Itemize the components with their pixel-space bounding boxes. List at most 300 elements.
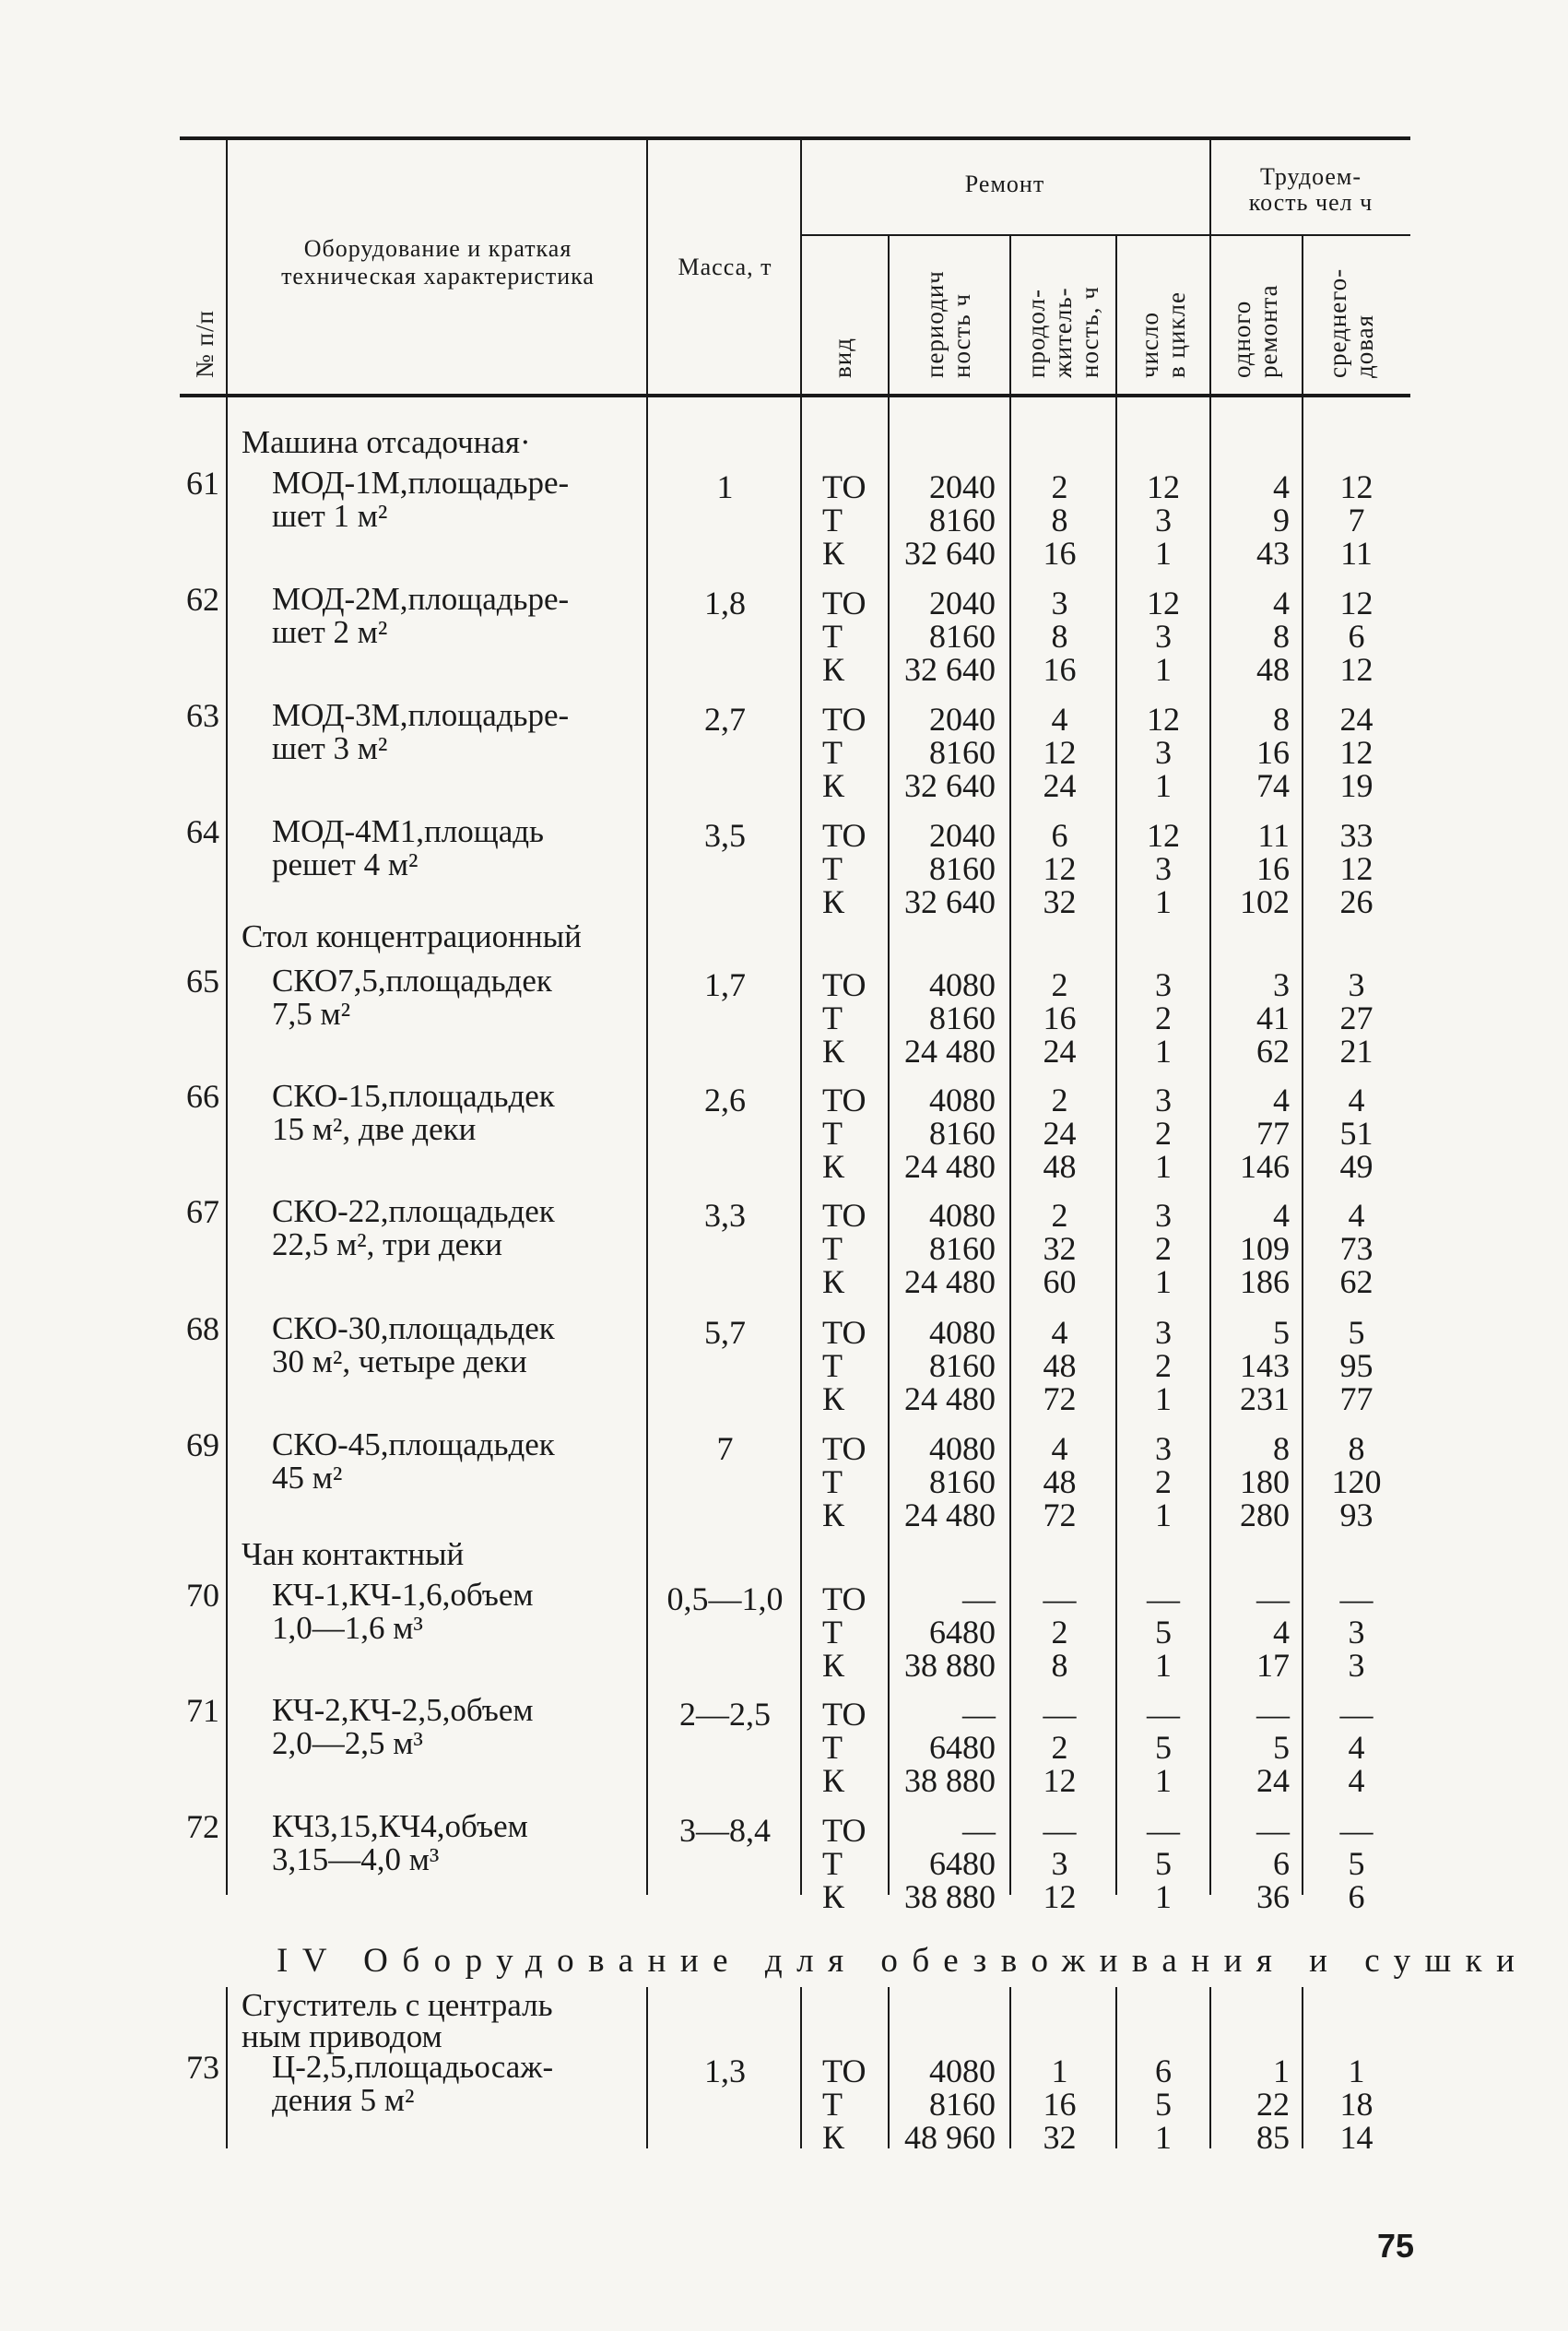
repair-count: 3 [1155, 850, 1172, 887]
equipment-description [272, 815, 633, 882]
repair-duration: 2 [1051, 1197, 1068, 1234]
row-number: 67 [186, 1193, 219, 1230]
repair-duration: 4 [1051, 701, 1068, 738]
equipment-description [272, 1810, 633, 1876]
mass-value: 1,7 [704, 966, 746, 1003]
repair-duration: 4 [1051, 1314, 1068, 1351]
section-col-rule [800, 1987, 802, 2148]
repair-duration: 72 [1043, 1380, 1077, 1417]
repair-period: — [962, 1696, 996, 1733]
repair-subheader-rule [802, 234, 1410, 236]
labor-one-repair: 109 [1240, 1230, 1290, 1267]
description-line: 7,5 м² [272, 996, 351, 1032]
repair-count: — [1147, 1580, 1180, 1617]
repair-kind: К [822, 535, 845, 572]
row-number: 68 [186, 1310, 219, 1347]
equipment-description [272, 467, 633, 533]
labor-avg-annual: 4 [1348, 1729, 1365, 1766]
mass-value: 2—2,5 [679, 1696, 771, 1733]
description-line [272, 2051, 633, 2084]
labor-one-repair: 146 [1240, 1148, 1290, 1185]
repair-duration: 3 [1051, 585, 1068, 621]
repair-duration: 12 [1043, 1762, 1077, 1799]
section-col-rule [646, 1987, 648, 2148]
repair-duration: 8 [1051, 618, 1068, 655]
labor-avg-annual: 27 [1339, 1000, 1373, 1036]
repair-duration: 32 [1043, 883, 1077, 920]
row-number: 73 [186, 2049, 219, 2086]
labor-avg-annual: 73 [1339, 1230, 1373, 1267]
repair-duration: 12 [1043, 1878, 1077, 1915]
description-word: СКО-22, [272, 1193, 389, 1229]
repair-period: 8160 [929, 1000, 996, 1036]
repair-period: 8160 [929, 618, 996, 655]
description-word: МОД-4М1, [272, 813, 425, 849]
repair-duration: 2 [1051, 1082, 1068, 1118]
row-number: 62 [186, 581, 219, 618]
repair-period: 4080 [929, 1314, 996, 1351]
description-word: дек [508, 1310, 555, 1346]
repair-kind: ТО [822, 2053, 867, 2089]
description-word: СКО-30, [272, 1310, 389, 1346]
repair-duration: 12 [1043, 850, 1077, 887]
repair-kind: ТО [822, 1812, 867, 1849]
repair-duration: 16 [1043, 2086, 1077, 2123]
repair-period: 8160 [929, 2086, 996, 2123]
description-line: 45 м² [272, 1460, 343, 1496]
repair-count: 12 [1147, 468, 1180, 505]
header-labor: Трудоем- кость чел ч [1248, 163, 1373, 216]
labor-one-repair: 102 [1240, 883, 1290, 920]
description-word: площадь [388, 1193, 509, 1229]
repair-count: 12 [1147, 701, 1180, 738]
labor-avg-annual: 12 [1339, 585, 1373, 621]
repair-duration: 1 [1051, 2053, 1068, 2089]
description-word: КЧ-2,5, [348, 1692, 451, 1728]
labor-one-repair: 74 [1256, 767, 1290, 804]
labor-avg-annual: 3 [1348, 1647, 1365, 1684]
description-word: 7,5, [337, 963, 386, 999]
repair-kind: Т [822, 1230, 843, 1267]
repair-kind: Т [822, 502, 843, 538]
description-word: площадь [424, 813, 545, 849]
repair-count: 3 [1155, 734, 1172, 771]
repair-period: 6480 [929, 1614, 996, 1651]
description-word: МОД-1М, [272, 465, 408, 501]
labor-avg-annual: 18 [1339, 2086, 1373, 2123]
mass-value: 2,6 [704, 1082, 746, 1118]
description-word: СКО-15, [272, 1078, 389, 1114]
repair-period: 24 480 [904, 1263, 996, 1300]
repair-period: 4080 [929, 966, 996, 1003]
description-line [272, 1312, 633, 1345]
repair-kind: Т [822, 1845, 843, 1882]
description-line [272, 964, 633, 998]
description-word: осаж- [474, 2049, 554, 2085]
labor-avg-annual: 49 [1339, 1148, 1373, 1185]
repair-period: 4080 [929, 1197, 996, 1234]
labor-avg-annual: 8 [1348, 1430, 1365, 1467]
header-col-rule [646, 140, 648, 394]
group-heading: Чан контактный [242, 1536, 465, 1572]
repair-duration: 16 [1043, 651, 1077, 688]
repair-period: 32 640 [904, 883, 996, 920]
repair-period: 48 960 [904, 2119, 996, 2156]
description-line [272, 1810, 633, 1843]
body-col-rule [800, 396, 802, 1895]
labor-one-repair: 8 [1273, 701, 1290, 738]
repair-kind: Т [822, 850, 843, 887]
labor-one-repair: 1 [1273, 2053, 1290, 2089]
repair-period: 24 480 [904, 1380, 996, 1417]
repair-kind: К [822, 1033, 845, 1070]
repair-count: 5 [1155, 2086, 1172, 2123]
labor-avg-annual: 14 [1339, 2119, 1373, 2156]
labor-avg-annual: 1 [1348, 2053, 1365, 2089]
repair-period: 24 480 [904, 1033, 996, 1070]
repair-kind: К [822, 883, 845, 920]
repair-count: 1 [1155, 767, 1172, 804]
header-col-rule [888, 236, 890, 394]
repair-kind: ТО [822, 1580, 867, 1617]
description-word: площадь [388, 1310, 509, 1346]
labor-avg-annual: 5 [1348, 1845, 1365, 1882]
row-number: 65 [186, 963, 219, 1000]
header-equipment: Оборудование и краткая техническая характеристика [281, 235, 595, 290]
description-line [272, 699, 633, 732]
labor-one-repair: 17 [1256, 1647, 1290, 1684]
labor-avg-annual: 21 [1339, 1033, 1373, 1070]
description-word: КЧ-1, [272, 1577, 349, 1613]
repair-kind: Т [822, 1115, 843, 1152]
repair-kind: Т [822, 2086, 843, 2123]
header-col-rule [1115, 236, 1117, 394]
description-word: площадь [407, 465, 528, 501]
repair-kind: ТО [822, 1197, 867, 1234]
repair-kind: Т [822, 618, 843, 655]
repair-duration: 24 [1043, 767, 1077, 804]
repair-kind: К [822, 2119, 845, 2156]
repair-count: — [1147, 1696, 1180, 1733]
header-period: периодич ность ч [921, 270, 975, 378]
repair-duration: 8 [1051, 502, 1068, 538]
equipment-description [272, 2051, 633, 2117]
repair-count: 1 [1155, 883, 1172, 920]
labor-avg-annual: — [1339, 1696, 1373, 1733]
description-line: решет 4 м² [272, 846, 419, 882]
repair-duration: 16 [1043, 535, 1077, 572]
repair-count: 12 [1147, 817, 1180, 854]
description-line: шет 2 м² [272, 614, 388, 650]
repair-count: 2 [1155, 1115, 1172, 1152]
labor-one-repair: 16 [1256, 850, 1290, 887]
labor-avg-annual: 12 [1339, 651, 1373, 688]
labor-one-repair: 280 [1240, 1497, 1290, 1533]
description-line [272, 1080, 633, 1113]
mass-value: 3,3 [704, 1197, 746, 1234]
section-col-rule [226, 1987, 228, 2148]
row-number: 61 [186, 465, 219, 502]
repair-count: 5 [1155, 1614, 1172, 1651]
description-line [272, 467, 633, 500]
equipment-description [272, 964, 633, 1031]
equipment-description [272, 699, 633, 765]
labor-avg-annual: 3 [1348, 966, 1365, 1003]
labor-avg-annual: 5 [1348, 1314, 1365, 1351]
description-word: МОД-3М, [272, 697, 408, 733]
repair-count: — [1147, 1812, 1180, 1849]
labor-avg-annual: 120 [1331, 1463, 1382, 1500]
repair-kind: ТО [822, 468, 867, 505]
repair-kind: К [822, 1380, 845, 1417]
description-word: площадь [407, 581, 528, 617]
labor-avg-annual: 62 [1339, 1263, 1373, 1300]
repair-kind: К [822, 1148, 845, 1185]
repair-duration: 12 [1043, 734, 1077, 771]
equipment-description [272, 1312, 633, 1378]
repair-count: 3 [1155, 1314, 1172, 1351]
labor-avg-annual: 12 [1339, 850, 1373, 887]
repair-duration: 6 [1051, 817, 1068, 854]
labor-one-repair: 4 [1273, 1082, 1290, 1118]
repair-count: 2 [1155, 1463, 1172, 1500]
repair-period: 4080 [929, 2053, 996, 2089]
repair-period: 4080 [929, 1082, 996, 1118]
header-repair: Ремонт [964, 171, 1045, 197]
description-line: 30 м², четыре деки [272, 1343, 527, 1379]
repair-count: 5 [1155, 1729, 1172, 1766]
repair-count: 2 [1155, 1230, 1172, 1267]
description-line: 3,15—4,0 м³ [272, 1841, 440, 1877]
labor-one-repair: 6 [1273, 1845, 1290, 1882]
equipment-description [272, 583, 633, 649]
labor-one-repair: — [1256, 1812, 1290, 1849]
header-bottom-rule [180, 394, 1410, 397]
description-word: дек [508, 1078, 555, 1114]
repair-kind: К [822, 1878, 845, 1915]
mass-value: 1,8 [704, 585, 746, 621]
labor-avg-annual: 4 [1348, 1762, 1365, 1799]
header-col-rule [1009, 236, 1011, 394]
row-number: 70 [186, 1577, 219, 1614]
description-word: ре- [527, 697, 570, 733]
labor-avg-annual: 26 [1339, 883, 1373, 920]
repair-period: 38 880 [904, 1762, 996, 1799]
repair-count: 5 [1155, 1845, 1172, 1882]
repair-kind: ТО [822, 1082, 867, 1118]
labor-avg-annual: 4 [1348, 1197, 1365, 1234]
description-line [272, 1694, 633, 1727]
repair-duration: 32 [1043, 1230, 1077, 1267]
row-number: 63 [186, 697, 219, 734]
description-word: дек [508, 1426, 555, 1462]
header-count: число в цикле [1136, 291, 1190, 378]
repair-kind: ТО [822, 817, 867, 854]
repair-kind: К [822, 1762, 845, 1799]
repair-period: 6480 [929, 1729, 996, 1766]
repair-count: 3 [1155, 502, 1172, 538]
labor-one-repair: 4 [1273, 1197, 1290, 1234]
labor-one-repair: 24 [1256, 1762, 1290, 1799]
labor-one-repair: 4 [1273, 468, 1290, 505]
header-col-rule [1302, 236, 1303, 394]
repair-period: 6480 [929, 1845, 996, 1882]
description-word: 3,15, [313, 1808, 379, 1844]
group-heading: Стол концентрационный [242, 918, 582, 954]
labor-one-repair: 41 [1256, 1000, 1290, 1036]
labor-one-repair: 231 [1240, 1380, 1290, 1417]
section-title: IV Оборудование для обезвоживания и сушки [277, 1942, 1529, 1980]
repair-kind: ТО [822, 966, 867, 1003]
labor-avg-annual: — [1339, 1580, 1373, 1617]
description-line: 1,0—1,6 м³ [272, 1610, 423, 1646]
header-one-repair: одного ремонта [1228, 284, 1282, 378]
repair-duration: — [1043, 1696, 1077, 1733]
labor-one-repair: 3 [1273, 966, 1290, 1003]
description-line: 22,5 м², три деки [272, 1226, 502, 1262]
repair-count: 12 [1147, 585, 1180, 621]
repair-duration: 2 [1051, 468, 1068, 505]
body-col-rule [646, 396, 648, 1895]
labor-avg-annual: 4 [1348, 1082, 1365, 1118]
labor-avg-annual: 7 [1348, 502, 1365, 538]
description-word: дек [508, 1193, 555, 1229]
labor-one-repair: 180 [1240, 1463, 1290, 1500]
repair-period: 8160 [929, 1230, 996, 1267]
repair-count: 1 [1155, 1647, 1172, 1684]
repair-duration: 3 [1051, 1845, 1068, 1882]
labor-one-repair: 48 [1256, 651, 1290, 688]
labor-avg-annual: 93 [1339, 1497, 1373, 1533]
description-word: площадь [385, 963, 506, 999]
repair-duration: 16 [1043, 1000, 1077, 1036]
group-heading: Сгуститель с централь ным приводом [242, 1987, 553, 2054]
group-heading: Машина отсадочная· [242, 424, 531, 460]
labor-one-repair: 4 [1273, 585, 1290, 621]
description-word: КЧ [378, 1808, 421, 1844]
labor-avg-annual: 6 [1348, 618, 1365, 655]
repair-duration: 2 [1051, 966, 1068, 1003]
description-word: Ц-2,5, [272, 2049, 355, 2085]
repair-period: 38 880 [904, 1878, 996, 1915]
description-word: площадь [388, 1426, 509, 1462]
repair-kind: ТО [822, 1430, 867, 1467]
repair-duration: 48 [1043, 1148, 1077, 1185]
header-col-rule [226, 140, 228, 394]
labor-one-repair: — [1256, 1696, 1290, 1733]
repair-kind: К [822, 1263, 845, 1300]
equipment-description [272, 1080, 633, 1146]
repair-kind: Т [822, 1347, 843, 1384]
description-word: объем [444, 1808, 528, 1844]
repair-count: 1 [1155, 1033, 1172, 1070]
repair-duration: 48 [1043, 1347, 1077, 1384]
equipment-description [272, 1428, 633, 1495]
labor-avg-annual: 77 [1339, 1380, 1373, 1417]
repair-period: 4080 [929, 1430, 996, 1467]
labor-avg-annual: 12 [1339, 468, 1373, 505]
description-word: МОД-2М, [272, 581, 408, 617]
labor-avg-annual: — [1339, 1812, 1373, 1849]
top-rule [180, 136, 1410, 140]
repair-count: 3 [1155, 1197, 1172, 1234]
repair-duration: 72 [1043, 1497, 1077, 1533]
repair-count: 1 [1155, 1263, 1172, 1300]
repair-count: 1 [1155, 1380, 1172, 1417]
repair-count: 3 [1155, 966, 1172, 1003]
repair-period: 24 480 [904, 1148, 996, 1185]
equipment-description [272, 1694, 633, 1760]
mass-value: 1,3 [704, 2053, 746, 2089]
description-word: дек [505, 963, 552, 999]
repair-count: 3 [1155, 1430, 1172, 1467]
header-kind: вид [829, 337, 856, 378]
labor-avg-annual: 51 [1339, 1115, 1373, 1152]
description-word: площадь [354, 2049, 475, 2085]
repair-count: 3 [1155, 618, 1172, 655]
repair-count: 2 [1155, 1347, 1172, 1384]
labor-one-repair: 77 [1256, 1115, 1290, 1152]
labor-one-repair: 186 [1240, 1263, 1290, 1300]
repair-duration: 4 [1051, 1430, 1068, 1467]
labor-avg-annual: 95 [1339, 1347, 1373, 1384]
description-line: дения 5 м² [272, 2082, 415, 2118]
body-col-rule [226, 396, 228, 1895]
labor-one-repair: 11 [1257, 817, 1290, 854]
repair-duration: 24 [1043, 1115, 1077, 1152]
mass-value: 0,5—1,0 [666, 1580, 784, 1617]
description-word: площадь [407, 697, 528, 733]
repair-period: 8160 [929, 734, 996, 771]
mass-value: 2,7 [704, 701, 746, 738]
labor-one-repair: 5 [1273, 1314, 1290, 1351]
description-word: объем [450, 1577, 534, 1613]
repair-period: — [962, 1812, 996, 1849]
description-line: 15 м², две деки [272, 1111, 477, 1147]
repair-duration: — [1043, 1812, 1077, 1849]
repair-period: 38 880 [904, 1647, 996, 1684]
labor-one-repair: 62 [1256, 1033, 1290, 1070]
description-line [272, 1428, 633, 1461]
description-line [272, 815, 633, 848]
description-word: КЧ-1,6, [348, 1577, 451, 1613]
equipment-description [272, 1195, 633, 1261]
repair-count: 1 [1155, 2119, 1172, 2156]
repair-count: 1 [1155, 1878, 1172, 1915]
description-line: шет 1 м² [272, 498, 388, 534]
labor-avg-annual: 3 [1348, 1614, 1365, 1651]
labor-one-repair: 36 [1256, 1878, 1290, 1915]
repair-kind: ТО [822, 1696, 867, 1733]
repair-period: 2040 [929, 701, 996, 738]
description-word: ре- [527, 465, 570, 501]
mass-value: 5,7 [704, 1314, 746, 1351]
page-number: 75 [1376, 2227, 1414, 2265]
mass-value: 3—8,4 [679, 1812, 771, 1849]
repair-period: — [962, 1580, 996, 1617]
repair-period: 32 640 [904, 535, 996, 572]
labor-one-repair: 143 [1240, 1347, 1290, 1384]
mass-value: 1 [716, 468, 734, 505]
description-line: 2,0—2,5 м³ [272, 1725, 423, 1761]
labor-one-repair: 4 [1273, 1614, 1290, 1651]
labor-one-repair: 85 [1256, 2119, 1290, 2156]
description-word: ре- [527, 581, 570, 617]
row-number: 71 [186, 1692, 219, 1729]
row-number: 66 [186, 1078, 219, 1115]
repair-kind: К [822, 651, 845, 688]
repair-period: 32 640 [904, 767, 996, 804]
